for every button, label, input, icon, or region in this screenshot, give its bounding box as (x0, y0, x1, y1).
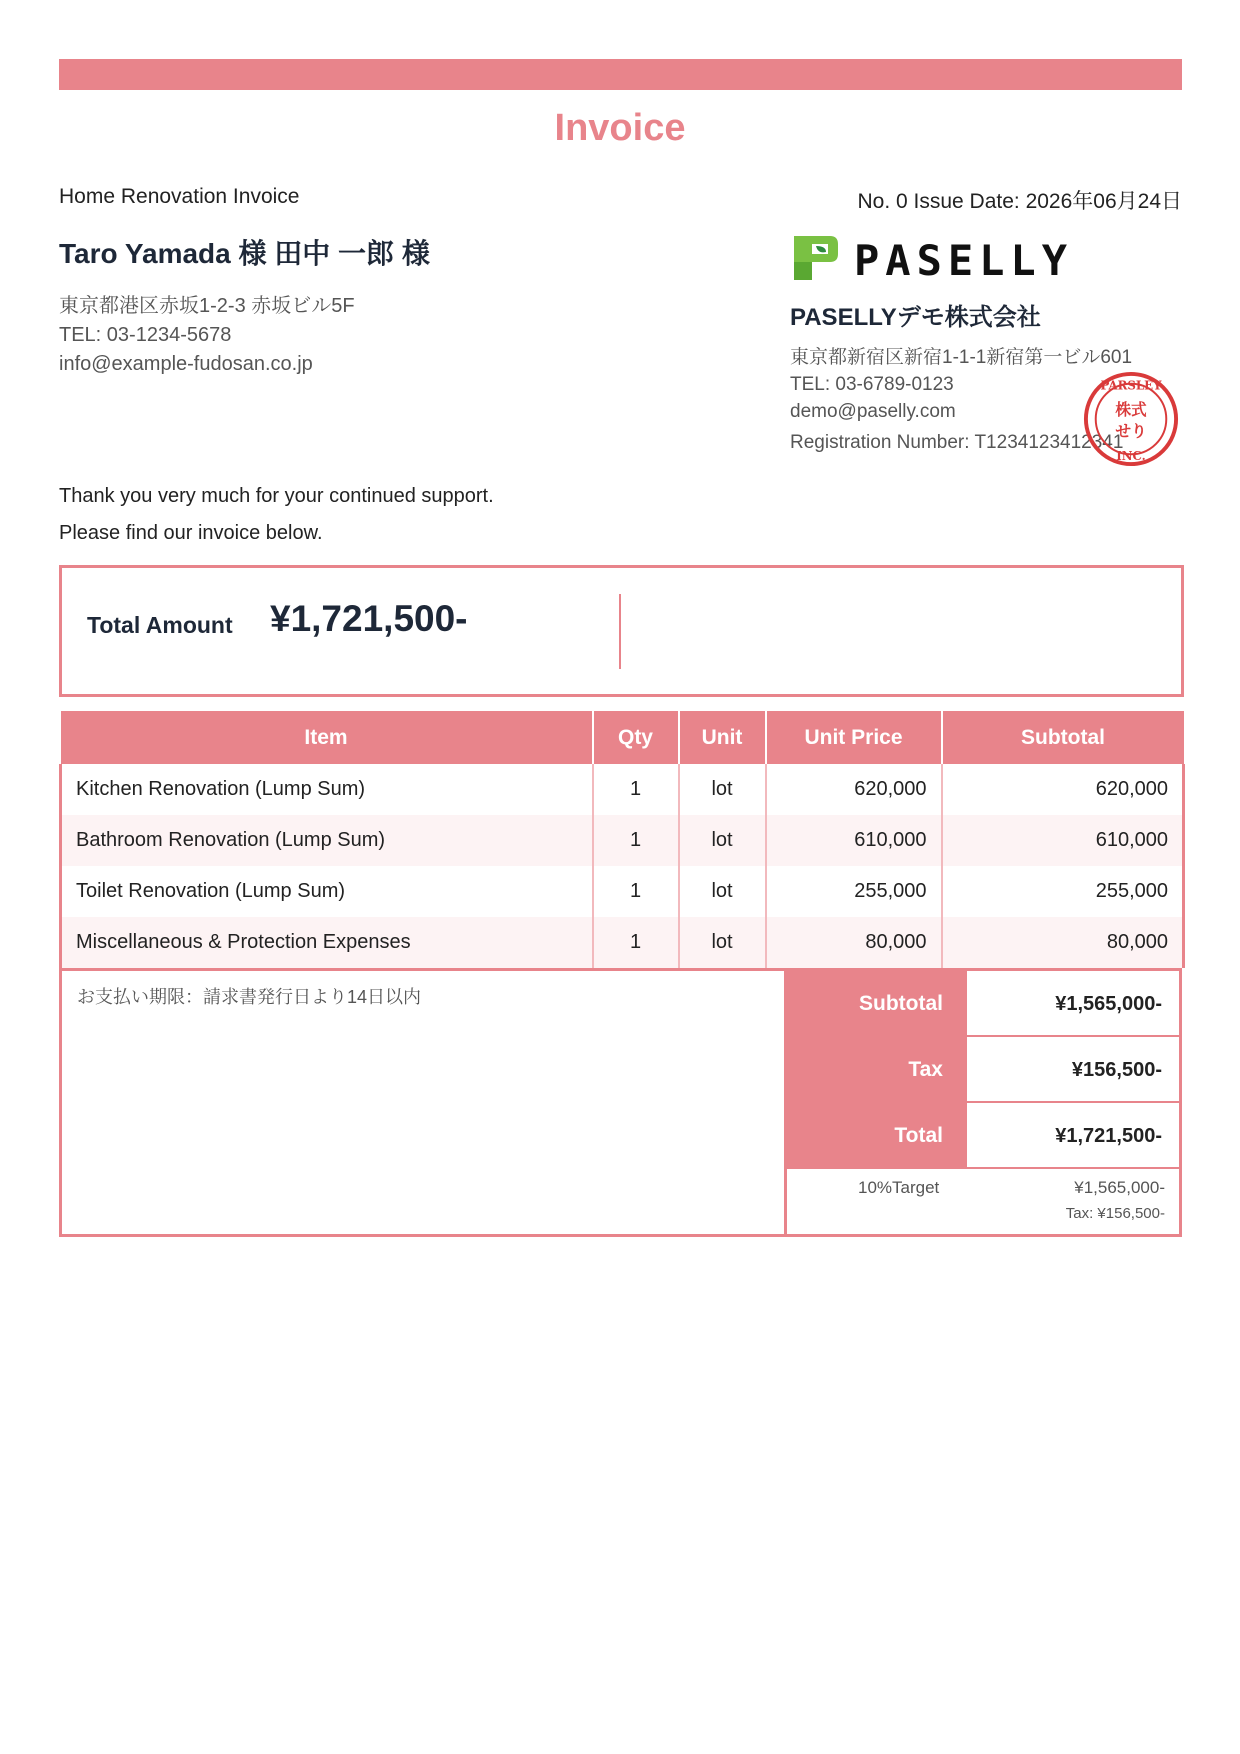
company-logo (790, 232, 1090, 284)
item-unit-price: 80,000 (766, 917, 942, 968)
grand-total-label-text: Total (894, 1124, 943, 1147)
item-qty: 1 (593, 917, 679, 968)
company-info (790, 344, 1132, 425)
item-name: Kitchen Renovation (Lump Sum) (61, 764, 593, 815)
tax-label (787, 1037, 965, 1103)
table-row (61, 764, 1184, 815)
greeting-line-2: Please find our invoice below. (59, 522, 323, 544)
item-unit-price: 255,000 (766, 866, 942, 917)
header-subtotal: Subtotal (942, 711, 1184, 764)
invoice-number-issue-date: No. 0 Issue Date: 2026年06月24日 (857, 190, 1182, 213)
item-qty: 1 (593, 764, 679, 815)
item-subtotal: 610,000 (942, 815, 1184, 866)
header-accent-bar (59, 59, 1182, 90)
leaf-logo-icon (790, 232, 840, 284)
item-unit: lot (679, 866, 766, 917)
company-address: 東京都新宿区新宿1-1-1新宿第一ビル601 (790, 347, 1133, 368)
header-qty: Qty (593, 711, 679, 764)
svg-text:INC.: INC. (1116, 449, 1146, 464)
item-unit-price: 620,000 (766, 764, 942, 815)
greeting-message (59, 478, 494, 552)
company-seal-stamp (1082, 370, 1180, 468)
svg-text:せり: せり (1115, 421, 1147, 441)
document-title: Invoice (554, 107, 686, 149)
subtotal-label (787, 971, 965, 1037)
grand-total-label (787, 1103, 965, 1169)
item-subtotal: 620,000 (1095, 778, 1168, 800)
item-name: Miscellaneous & Protection Expenses (61, 917, 593, 968)
item-name: Bathroom Renovation (Lump Sum) (61, 815, 593, 866)
item-subtotal: 255,000 (1095, 880, 1168, 902)
company-email: demo@paselly.com (790, 401, 956, 422)
subtotal-value: ¥1,565,000- (965, 971, 1182, 1037)
subtotal-label-text: Subtotal (859, 992, 943, 1015)
table-row (61, 917, 1184, 968)
tax-value: ¥156,500- (965, 1037, 1182, 1103)
logo-wordmark: PASELLY (854, 236, 1074, 285)
grand-total-value: ¥1,721,500- (965, 1103, 1182, 1169)
total-box-divider (619, 594, 621, 669)
total-amount-label: Total Amount (87, 612, 233, 638)
table-row (61, 866, 1184, 917)
invoice-summary-box (59, 968, 1182, 1237)
tax-rate-target-tax: Tax: ¥156,500- (1065, 1205, 1165, 1222)
line-items-table (59, 711, 1185, 968)
customer-tel: TEL: 03-1234-5678 (59, 324, 232, 346)
table-row (61, 815, 1184, 866)
registration-number: Registration Number: T1234123412341 (790, 432, 1124, 453)
item-qty: 1 (593, 866, 679, 917)
document-subject: Home Renovation Invoice (59, 185, 300, 208)
header-item: Item (61, 711, 593, 764)
item-unit: lot (679, 815, 766, 866)
header-unit-price: Unit Price (766, 711, 942, 764)
svg-text:PARSLEY: PARSLEY (1100, 378, 1162, 393)
item-unit: lot (679, 917, 766, 968)
item-qty: 1 (593, 815, 679, 866)
tax-rate-target-value: ¥1,565,000- (1074, 1178, 1165, 1197)
customer-name: Taro Yamada 様 田中 一郎 様 (59, 238, 430, 269)
customer-email: info@example-fudosan.co.jp (59, 353, 313, 375)
tax-rate-target-label: 10%Target (858, 1178, 940, 1197)
item-name: Toilet Renovation (Lump Sum) (61, 866, 593, 917)
total-amount-value: ¥1,721,500- (270, 598, 468, 639)
item-unit-price: 610,000 (766, 815, 942, 866)
header-unit: Unit (679, 711, 766, 764)
tax-label-text: Tax (908, 1058, 943, 1081)
total-amount-box (59, 565, 1184, 697)
table-header-row (61, 711, 1184, 764)
company-name: PASELLYデモ株式会社 (790, 304, 1041, 331)
customer-address: 東京都港区赤坂1-2-3 赤坂ビル5F (59, 295, 355, 317)
svg-text:株式: 株式 (1115, 400, 1147, 420)
customer-info (59, 292, 355, 379)
payment-terms-note: お支払い期限：請求書発行日より14日以内 (77, 987, 422, 1007)
item-unit: lot (679, 764, 766, 815)
greeting-line-1: Thank you very much for your continued support. (59, 485, 494, 507)
company-tel: TEL: 03-6789-0123 (790, 374, 954, 395)
item-subtotal: 80,000 (942, 917, 1184, 968)
